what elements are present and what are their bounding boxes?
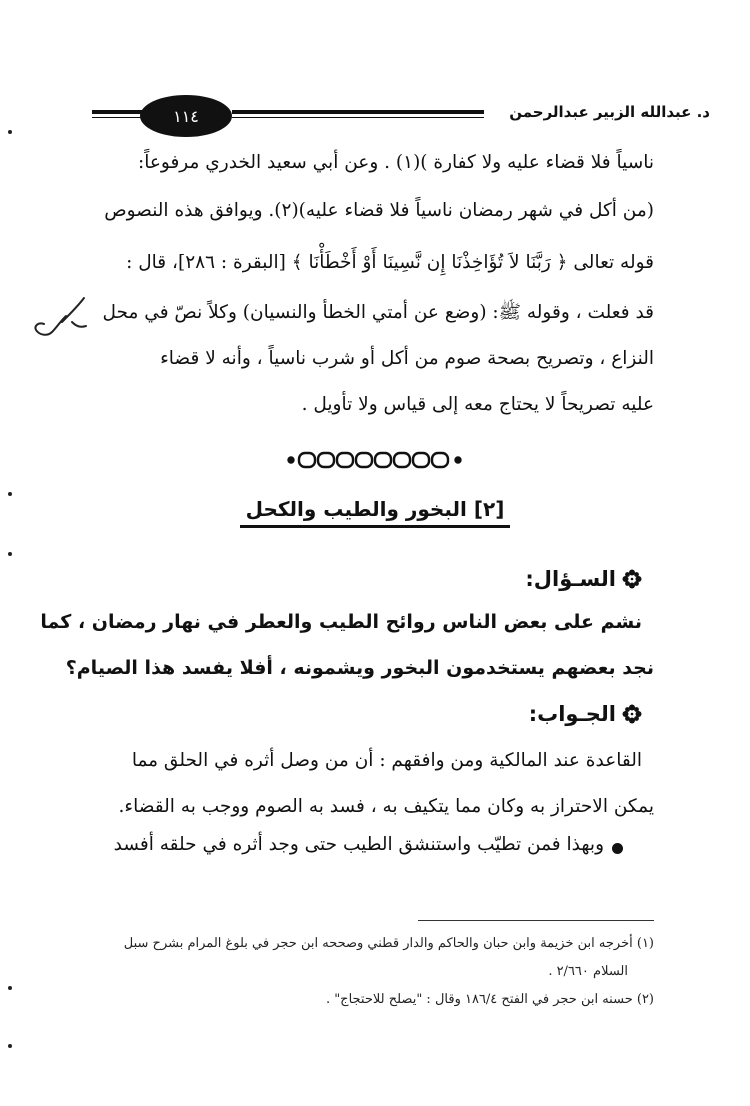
question-line-2: نجد بعضهم يستخدمون البخور ويشمونه ، أفلا يفسد هذا الصيام؟ [65, 657, 654, 679]
body-line-6: عليه تصريحاً لا يحتاج معه إلى قياس ولا تأويل . [301, 394, 654, 415]
footnote-1-line-2: السلام ٢/٦٦٠ . [548, 964, 628, 979]
page-number [140, 95, 232, 137]
edge-mark [8, 986, 12, 990]
body-line-3: قوله تعالى ﴿ رَبَّنَا لاَ تُؤَاخِذْنَا إِن نَّسِينَا أَوْ أَخْطَأْنَا ﴾ [البقرة : ٢٨٦]، قال : [126, 252, 654, 273]
header-rule-left-thin [92, 117, 142, 118]
chain-ornament-icon [286, 448, 466, 472]
page-number-text: ١١٤ [173, 106, 199, 126]
header-author: د. عبدالله الزبير عبدالرحمن [509, 103, 710, 121]
body-line-5: النزاع ، وتصريح بصحة صوم من أكل أو شرب ناسياً ، وأنه لا قضاء [160, 348, 654, 369]
edge-mark [8, 1044, 12, 1048]
body-line-4: قد فعلت ، وقوله ﷺ: (وضع عن أمتي الخطأ والنسيان) وكلاً نصّ في محل [102, 302, 654, 323]
answer-heading [529, 702, 642, 726]
header-rule-right [232, 110, 484, 114]
answer-bullet-line: وبهذا فمن تطيّب واستنشق الطيب حتى وجد أثره في حلقه أفسد [113, 834, 604, 855]
edge-mark [8, 492, 12, 496]
bullet-dot [612, 843, 623, 854]
body-line-1: ناسياً فلا قضاء عليه ولا كفارة )(١) . وعن أبي سعيد الخدري مرفوعاً: [138, 152, 654, 173]
question-heading [525, 567, 642, 591]
edge-mark [8, 130, 12, 134]
footnote-2: (٢) حسنه ابن حجر في الفتح ١٨٦/٤ وقال : "يصلح للاحتجاج" . [325, 992, 654, 1007]
header-rule-right-thin [232, 117, 484, 118]
body-line-2: (من أكل في شهر رمضان ناسياً فلا قضاء عليه)(٢). ويوافق هذه النصوص [104, 200, 654, 221]
footnote-rule [418, 920, 654, 921]
answer-line-2: يمكن الاحتراز به وكان مما يتكيف به ، فسد به الصوم ووجب به القضاء. [118, 796, 654, 817]
answer-heading-text: الجـواب: [528, 702, 616, 726]
footnote-1-line-1: (١) أخرجه ابن خزيمة وابن حبان والحاكم والدار قطني وصححه ابن حجر في بلوغ المرام بشرح سبل [123, 936, 654, 951]
flower-icon [622, 569, 642, 589]
question-line-1: نشم على بعض الناس روائح الطيب والعطر في نهار رمضان ، كما [40, 611, 642, 633]
edge-mark [8, 552, 12, 556]
section-title [0, 497, 750, 521]
section-title-text: [٢] البخور والطيب والكحل [240, 497, 511, 528]
question-heading-text: السـؤال: [525, 567, 616, 591]
header-rule-left [92, 110, 142, 114]
flower-icon [622, 704, 642, 724]
handwritten-mark-icon [26, 292, 94, 342]
answer-line-1: القاعدة عند المالكية ومن وافقهم : أن من وصل أثره في الحلق مما [131, 750, 642, 771]
